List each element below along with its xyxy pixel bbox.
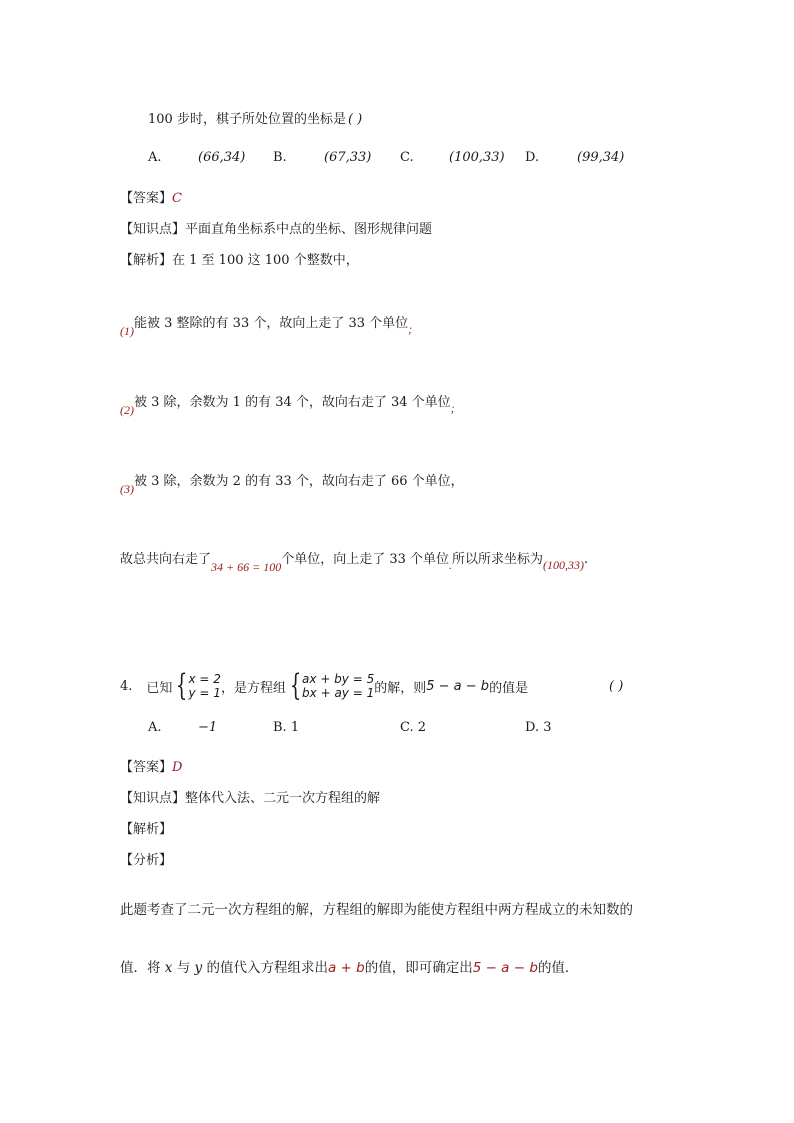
q4-paragraph-2: 值．将 x 与 y 的值代入方程组求出a + b的值，即可确定出5 − a − b的值．	[120, 960, 579, 976]
q4-fenxi-tag: 【分析】	[120, 853, 173, 868]
q3-option-d: D.	[525, 150, 540, 165]
q4-option-b: B. 1	[273, 720, 300, 735]
q3-answer	[120, 187, 182, 206]
q4-analysis-tag: 【解析】	[120, 822, 173, 837]
q3-step-3: (3)被 3 除，余数为 2 的有 33 个，故向右走了 66 个单位，	[120, 474, 464, 496]
q3-option-b: B.	[273, 150, 287, 165]
q3-option-c: C.	[400, 150, 414, 165]
q3-knowledge: 【知识点】平面直角坐标系中点的坐标、图形规律问题	[120, 222, 433, 237]
q4-stem: 4. 已知 { x = 2 y = 1 ，是方程组 { ax + by = 5 bx + ay = 1 的解，则 5 − a − b 的值是	[120, 668, 529, 703]
q4-option-d: D. 3	[525, 720, 552, 735]
answer-tag: 【答案】	[120, 191, 173, 206]
q3-option-a: A.	[148, 150, 162, 165]
q4-option-a-value: −1	[198, 720, 218, 735]
q4-knowledge: 【知识点】整体代入法、二元一次方程组的解	[120, 791, 381, 806]
answer-value: C	[172, 191, 182, 206]
q3-option-a-value: (66,34)	[198, 150, 246, 165]
q3-option-b-value: (67,33)	[324, 150, 372, 165]
q3-stem: 100 步时，棋子所处位置的坐标是 ( )	[148, 112, 363, 127]
q4-option-c: C. 2	[400, 720, 427, 735]
q4-paren: ( )	[609, 679, 624, 694]
q3-conclusion: 故总共向右走了34 + 66 = 100个单位，向上走了 33 个单位.所以所求坐标为(100,33).	[120, 552, 589, 574]
q3-step-1: (1)能被 3 整除的有 33 个，故向上走了 33 个单位;	[120, 316, 413, 338]
q3-step-2: (2)被 3 除，余数为 1 的有 34 个，故向右走了 34 个单位;	[120, 395, 455, 417]
q4-answer: 【答案】D	[120, 760, 183, 775]
system-brace-2: { ax + by = 5 bx + ay = 1	[289, 668, 375, 703]
q3-option-d-value: (99,34)	[577, 150, 625, 165]
q4-paragraph-1: 此题考查了二元一次方程组的解，方程组的解即为能使方程组中两方程成立的未知数的	[120, 902, 633, 918]
q4-option-a: A.	[148, 720, 162, 735]
q3-option-c-value: (100,33)	[449, 150, 505, 165]
q3-analysis: 【解析】在 1 至 100 这 100 个整数中，	[120, 253, 359, 268]
system-brace-1: { x = 2 y = 1	[176, 668, 221, 703]
question-number: 4.	[120, 678, 133, 694]
